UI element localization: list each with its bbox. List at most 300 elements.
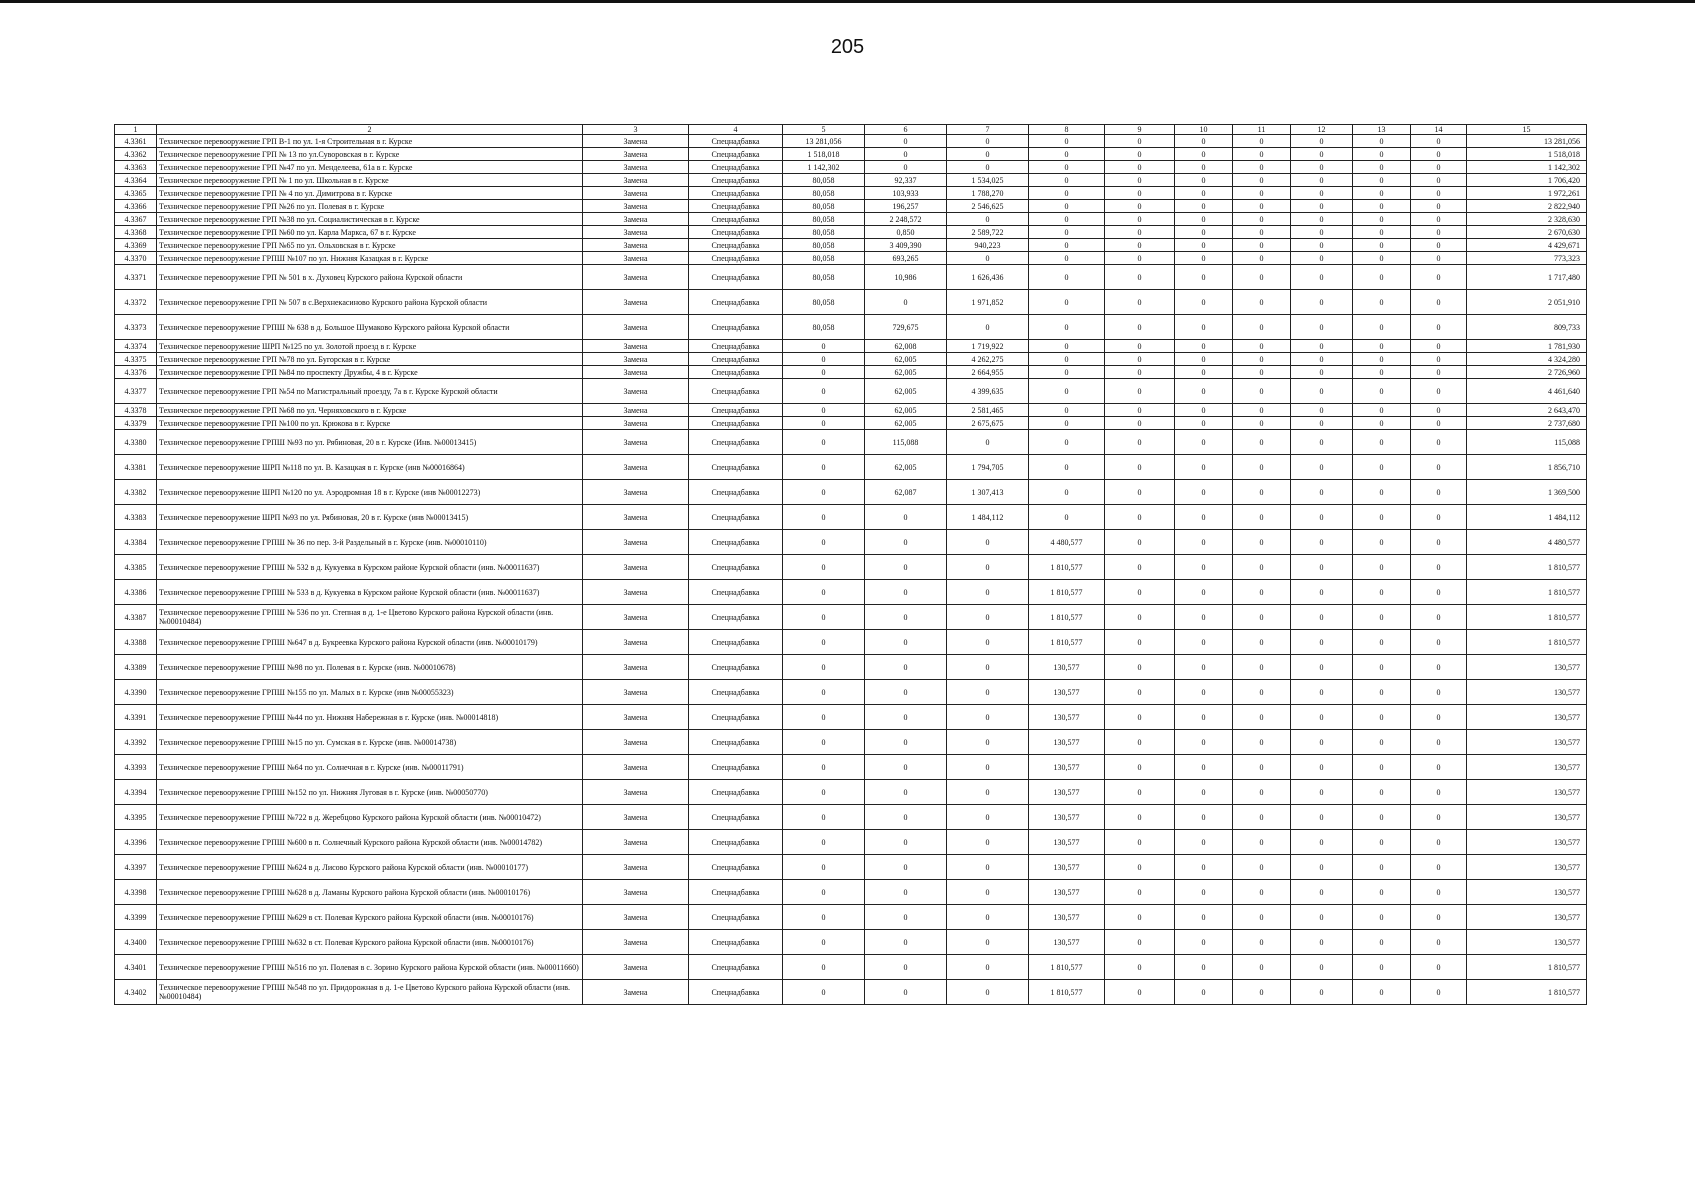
cell-c6: 0 bbox=[865, 980, 947, 1005]
cell-c13: 0 bbox=[1353, 315, 1411, 340]
cell-c8: 0 bbox=[1029, 353, 1105, 366]
cell-c8: 130,577 bbox=[1029, 755, 1105, 780]
table-row bbox=[115, 505, 1587, 530]
cell-c6: 2 248,572 bbox=[865, 213, 947, 226]
cell-desc: Техническое перевооружение ГРПШ №15 по ул. Сумская в г. Курске (инв. №00014738) bbox=[157, 730, 583, 755]
cell-c6: 0 bbox=[865, 135, 947, 148]
cell-c6: 0 bbox=[865, 930, 947, 955]
cell-c13: 0 bbox=[1353, 680, 1411, 705]
cell-src: Спецнадбавка bbox=[689, 404, 783, 417]
cell-c5: 80,058 bbox=[783, 315, 865, 340]
cell-c11: 0 bbox=[1233, 135, 1291, 148]
cell-c10: 0 bbox=[1175, 880, 1233, 905]
cell-c7: 2 546,625 bbox=[947, 200, 1029, 213]
cell-src: Спецнадбавка bbox=[689, 855, 783, 880]
table-row bbox=[115, 605, 1587, 630]
cell-id: 4.3370 bbox=[115, 252, 157, 265]
cell-id: 4.3391 bbox=[115, 705, 157, 730]
cell-id: 4.3381 bbox=[115, 455, 157, 480]
cell-c10: 0 bbox=[1175, 174, 1233, 187]
table-row bbox=[115, 430, 1587, 455]
cell-c9: 0 bbox=[1105, 755, 1175, 780]
cell-c14: 0 bbox=[1411, 135, 1467, 148]
cell-c13: 0 bbox=[1353, 930, 1411, 955]
cell-id: 4.3386 bbox=[115, 580, 157, 605]
cell-src: Спецнадбавка bbox=[689, 805, 783, 830]
cell-src: Спецнадбавка bbox=[689, 161, 783, 174]
cell-c12: 0 bbox=[1291, 705, 1353, 730]
cell-type: Замена bbox=[583, 315, 689, 340]
cell-c15: 1 706,420 bbox=[1467, 174, 1587, 187]
column-header-12: 12 bbox=[1291, 125, 1353, 135]
cell-c6: 693,265 bbox=[865, 252, 947, 265]
column-header-8: 8 bbox=[1029, 125, 1105, 135]
table-row bbox=[115, 135, 1587, 148]
cell-c13: 0 bbox=[1353, 417, 1411, 430]
cell-c5: 1 518,018 bbox=[783, 148, 865, 161]
cell-type: Замена bbox=[583, 366, 689, 379]
cell-c11: 0 bbox=[1233, 680, 1291, 705]
cell-type: Замена bbox=[583, 555, 689, 580]
cell-c8: 130,577 bbox=[1029, 805, 1105, 830]
cell-c10: 0 bbox=[1175, 730, 1233, 755]
cell-c10: 0 bbox=[1175, 530, 1233, 555]
cell-c5: 0 bbox=[783, 430, 865, 455]
cell-src: Спецнадбавка bbox=[689, 239, 783, 252]
cell-c8: 0 bbox=[1029, 239, 1105, 252]
cell-c11: 0 bbox=[1233, 605, 1291, 630]
cell-type: Замена bbox=[583, 830, 689, 855]
cell-c13: 0 bbox=[1353, 830, 1411, 855]
cell-c14: 0 bbox=[1411, 290, 1467, 315]
cell-c7: 0 bbox=[947, 805, 1029, 830]
cell-c11: 0 bbox=[1233, 855, 1291, 880]
cell-c5: 80,058 bbox=[783, 265, 865, 290]
cell-c9: 0 bbox=[1105, 655, 1175, 680]
cell-c11: 0 bbox=[1233, 455, 1291, 480]
cell-src: Спецнадбавка bbox=[689, 480, 783, 505]
cell-id: 4.3371 bbox=[115, 265, 157, 290]
table-row bbox=[115, 780, 1587, 805]
cell-c10: 0 bbox=[1175, 755, 1233, 780]
cell-c6: 10,986 bbox=[865, 265, 947, 290]
cell-c13: 0 bbox=[1353, 226, 1411, 239]
cell-id: 4.3398 bbox=[115, 880, 157, 905]
cell-desc: Техническое перевооружение ГРП №65 по ул. Ольховская в г. Курске bbox=[157, 239, 583, 252]
cell-c5: 0 bbox=[783, 505, 865, 530]
cell-c7: 0 bbox=[947, 980, 1029, 1005]
cell-c6: 0 bbox=[865, 880, 947, 905]
cell-c6: 0 bbox=[865, 530, 947, 555]
cell-c14: 0 bbox=[1411, 226, 1467, 239]
column-header-9: 9 bbox=[1105, 125, 1175, 135]
cell-c5: 0 bbox=[783, 680, 865, 705]
cell-c9: 0 bbox=[1105, 161, 1175, 174]
cell-id: 4.3402 bbox=[115, 980, 157, 1005]
cell-c11: 0 bbox=[1233, 353, 1291, 366]
cell-c13: 0 bbox=[1353, 252, 1411, 265]
cell-c9: 0 bbox=[1105, 955, 1175, 980]
cell-c14: 0 bbox=[1411, 830, 1467, 855]
cell-desc: Техническое перевооружение ГРПШ № 36 по пер. 3-й Раздельный в г. Курске (инв. №00010110) bbox=[157, 530, 583, 555]
cell-c7: 0 bbox=[947, 730, 1029, 755]
cell-c12: 0 bbox=[1291, 148, 1353, 161]
cell-c11: 0 bbox=[1233, 290, 1291, 315]
table-row bbox=[115, 955, 1587, 980]
cell-c5: 0 bbox=[783, 530, 865, 555]
cell-c9: 0 bbox=[1105, 366, 1175, 379]
cell-c8: 4 480,577 bbox=[1029, 530, 1105, 555]
cell-type: Замена bbox=[583, 680, 689, 705]
cell-c6: 0 bbox=[865, 505, 947, 530]
cell-desc: Техническое перевооружение ГРП №84 по проспекту Дружбы, 4 в г. Курске bbox=[157, 366, 583, 379]
cell-type: Замена bbox=[583, 200, 689, 213]
cell-c12: 0 bbox=[1291, 315, 1353, 340]
cell-c11: 0 bbox=[1233, 417, 1291, 430]
cell-id: 4.3377 bbox=[115, 379, 157, 404]
cell-id: 4.3363 bbox=[115, 161, 157, 174]
cell-c11: 0 bbox=[1233, 187, 1291, 200]
cell-c9: 0 bbox=[1105, 340, 1175, 353]
cell-c10: 0 bbox=[1175, 455, 1233, 480]
cell-c14: 0 bbox=[1411, 417, 1467, 430]
cell-c11: 0 bbox=[1233, 630, 1291, 655]
cell-c7: 0 bbox=[947, 252, 1029, 265]
cell-c8: 130,577 bbox=[1029, 730, 1105, 755]
cell-c8: 1 810,577 bbox=[1029, 555, 1105, 580]
cell-c12: 0 bbox=[1291, 555, 1353, 580]
cell-c8: 0 bbox=[1029, 226, 1105, 239]
cell-c7: 1 794,705 bbox=[947, 455, 1029, 480]
cell-c10: 0 bbox=[1175, 830, 1233, 855]
cell-c8: 130,577 bbox=[1029, 880, 1105, 905]
cell-c8: 0 bbox=[1029, 161, 1105, 174]
cell-c13: 0 bbox=[1353, 161, 1411, 174]
cell-c10: 0 bbox=[1175, 353, 1233, 366]
table-row bbox=[115, 252, 1587, 265]
cell-desc: Техническое перевооружение ГРП №68 по ул. Черняховского в г. Курске bbox=[157, 404, 583, 417]
cell-c11: 0 bbox=[1233, 379, 1291, 404]
cell-type: Замена bbox=[583, 187, 689, 200]
cell-c10: 0 bbox=[1175, 417, 1233, 430]
cell-c7: 0 bbox=[947, 161, 1029, 174]
cell-c10: 0 bbox=[1175, 480, 1233, 505]
cell-c5: 0 bbox=[783, 366, 865, 379]
cell-type: Замена bbox=[583, 265, 689, 290]
cell-c15: 130,577 bbox=[1467, 830, 1587, 855]
cell-c15: 1 810,577 bbox=[1467, 605, 1587, 630]
cell-c8: 130,577 bbox=[1029, 905, 1105, 930]
cell-type: Замена bbox=[583, 340, 689, 353]
cell-c12: 0 bbox=[1291, 290, 1353, 315]
table-body bbox=[115, 135, 1587, 1005]
cell-id: 4.3366 bbox=[115, 200, 157, 213]
cell-desc: Техническое перевооружение ГРПШ № 536 по ул. Степная в д. 1-е Цветово Курского района Курской области (инв. №00010484) bbox=[157, 605, 583, 630]
cell-c5: 0 bbox=[783, 404, 865, 417]
column-header-1: 1 bbox=[115, 125, 157, 135]
cell-id: 4.3367 bbox=[115, 213, 157, 226]
cell-c8: 0 bbox=[1029, 417, 1105, 430]
cell-c10: 0 bbox=[1175, 505, 1233, 530]
cell-c6: 0 bbox=[865, 655, 947, 680]
cell-c8: 130,577 bbox=[1029, 830, 1105, 855]
cell-c14: 0 bbox=[1411, 148, 1467, 161]
column-header-11: 11 bbox=[1233, 125, 1291, 135]
cell-c14: 0 bbox=[1411, 265, 1467, 290]
cell-c10: 0 bbox=[1175, 680, 1233, 705]
cell-type: Замена bbox=[583, 213, 689, 226]
cell-type: Замена bbox=[583, 417, 689, 430]
cell-c7: 2 581,465 bbox=[947, 404, 1029, 417]
cell-c11: 0 bbox=[1233, 930, 1291, 955]
cell-c9: 0 bbox=[1105, 239, 1175, 252]
cell-type: Замена bbox=[583, 252, 689, 265]
cell-c15: 130,577 bbox=[1467, 755, 1587, 780]
cell-c13: 0 bbox=[1353, 530, 1411, 555]
cell-c13: 0 bbox=[1353, 880, 1411, 905]
cell-c7: 2 589,722 bbox=[947, 226, 1029, 239]
cell-c8: 0 bbox=[1029, 148, 1105, 161]
cell-c14: 0 bbox=[1411, 555, 1467, 580]
cell-c13: 0 bbox=[1353, 430, 1411, 455]
table-row bbox=[115, 161, 1587, 174]
cell-c14: 0 bbox=[1411, 430, 1467, 455]
cell-c14: 0 bbox=[1411, 213, 1467, 226]
cell-c5: 0 bbox=[783, 480, 865, 505]
cell-c10: 0 bbox=[1175, 340, 1233, 353]
cell-c9: 0 bbox=[1105, 315, 1175, 340]
cell-c6: 0 bbox=[865, 290, 947, 315]
column-header-7: 7 bbox=[947, 125, 1029, 135]
cell-c11: 0 bbox=[1233, 830, 1291, 855]
cell-c9: 0 bbox=[1105, 148, 1175, 161]
cell-c12: 0 bbox=[1291, 955, 1353, 980]
cell-type: Замена bbox=[583, 805, 689, 830]
cell-desc: Техническое перевооружение ГРПШ №152 по ул. Нижняя Луговая в г. Курске (инв. №00050770) bbox=[157, 780, 583, 805]
table-row bbox=[115, 580, 1587, 605]
cell-c12: 0 bbox=[1291, 213, 1353, 226]
cell-c8: 1 810,577 bbox=[1029, 955, 1105, 980]
cell-c6: 62,008 bbox=[865, 340, 947, 353]
cell-c10: 0 bbox=[1175, 630, 1233, 655]
cell-c14: 0 bbox=[1411, 655, 1467, 680]
cell-c6: 0 bbox=[865, 161, 947, 174]
cell-src: Спецнадбавка bbox=[689, 315, 783, 340]
cell-c14: 0 bbox=[1411, 174, 1467, 187]
cell-c9: 0 bbox=[1105, 730, 1175, 755]
cell-c15: 4 429,671 bbox=[1467, 239, 1587, 252]
column-header-13: 13 bbox=[1353, 125, 1411, 135]
table-row bbox=[115, 755, 1587, 780]
cell-desc: Техническое перевооружение ГРПШ № 533 в д. Кукуевка в Курском районе Курской области (инв. №00011637) bbox=[157, 580, 583, 605]
cell-c14: 0 bbox=[1411, 379, 1467, 404]
cell-type: Замена bbox=[583, 455, 689, 480]
cell-c5: 0 bbox=[783, 630, 865, 655]
cell-c13: 0 bbox=[1353, 705, 1411, 730]
cell-c10: 0 bbox=[1175, 855, 1233, 880]
cell-desc: Техническое перевооружение ГРП №38 по ул. Социалистическая в г. Курске bbox=[157, 213, 583, 226]
cell-c7: 0 bbox=[947, 315, 1029, 340]
cell-c8: 0 bbox=[1029, 340, 1105, 353]
cell-id: 4.3378 bbox=[115, 404, 157, 417]
table-row bbox=[115, 680, 1587, 705]
header-row bbox=[115, 125, 1587, 135]
cell-id: 4.3373 bbox=[115, 315, 157, 340]
cell-id: 4.3368 bbox=[115, 226, 157, 239]
cell-c11: 0 bbox=[1233, 239, 1291, 252]
cell-c15: 773,323 bbox=[1467, 252, 1587, 265]
cell-c5: 80,058 bbox=[783, 174, 865, 187]
cell-src: Спецнадбавка bbox=[689, 980, 783, 1005]
cell-c10: 0 bbox=[1175, 265, 1233, 290]
cell-c9: 0 bbox=[1105, 200, 1175, 213]
cell-type: Замена bbox=[583, 980, 689, 1005]
cell-c12: 0 bbox=[1291, 455, 1353, 480]
cell-src: Спецнадбавка bbox=[689, 555, 783, 580]
cell-c13: 0 bbox=[1353, 630, 1411, 655]
cell-src: Спецнадбавка bbox=[689, 187, 783, 200]
cell-c5: 0 bbox=[783, 930, 865, 955]
cell-c10: 0 bbox=[1175, 252, 1233, 265]
cell-c12: 0 bbox=[1291, 135, 1353, 148]
cell-c8: 1 810,577 bbox=[1029, 630, 1105, 655]
cell-id: 4.3392 bbox=[115, 730, 157, 755]
cell-type: Замена bbox=[583, 705, 689, 730]
cell-c13: 0 bbox=[1353, 265, 1411, 290]
cell-c13: 0 bbox=[1353, 135, 1411, 148]
cell-desc: Техническое перевооружение ГРПШ №600 в п. Солнечный Курского района Курской области (инв. №00014782) bbox=[157, 830, 583, 855]
cell-c8: 0 bbox=[1029, 290, 1105, 315]
cell-c12: 0 bbox=[1291, 404, 1353, 417]
table-row bbox=[115, 366, 1587, 379]
cell-c12: 0 bbox=[1291, 417, 1353, 430]
cell-c12: 0 bbox=[1291, 755, 1353, 780]
cell-c10: 0 bbox=[1175, 213, 1233, 226]
cell-c10: 0 bbox=[1175, 366, 1233, 379]
cell-c10: 0 bbox=[1175, 955, 1233, 980]
cell-c7: 0 bbox=[947, 580, 1029, 605]
cell-c10: 0 bbox=[1175, 200, 1233, 213]
cell-desc: Техническое перевооружение ГРП №54 по Магистральный проезду, 7а в г. Курске Курской области bbox=[157, 379, 583, 404]
cell-c7: 0 bbox=[947, 655, 1029, 680]
cell-type: Замена bbox=[583, 780, 689, 805]
cell-c10: 0 bbox=[1175, 239, 1233, 252]
cell-desc: Техническое перевооружение ГРПШ №632 в ст. Полевая Курского района Курской области (инв. №00010176) bbox=[157, 930, 583, 955]
cell-desc: Техническое перевооружение ГРПШ №516 по ул. Полевая в с. Зорино Курского района Курской области (инв. №00011660) bbox=[157, 955, 583, 980]
cell-c9: 0 bbox=[1105, 379, 1175, 404]
cell-id: 4.3384 bbox=[115, 530, 157, 555]
cell-c13: 0 bbox=[1353, 366, 1411, 379]
cell-c7: 4 399,635 bbox=[947, 379, 1029, 404]
cell-c8: 0 bbox=[1029, 252, 1105, 265]
column-header-15: 15 bbox=[1467, 125, 1587, 135]
cell-c8: 0 bbox=[1029, 135, 1105, 148]
cell-c13: 0 bbox=[1353, 955, 1411, 980]
cell-c12: 0 bbox=[1291, 366, 1353, 379]
cell-c12: 0 bbox=[1291, 780, 1353, 805]
cell-c8: 0 bbox=[1029, 455, 1105, 480]
table-row bbox=[115, 200, 1587, 213]
cell-desc: Техническое перевооружение ГРП № 13 по ул.Суворовская в г. Курске bbox=[157, 148, 583, 161]
cell-c6: 0 bbox=[865, 955, 947, 980]
cell-c12: 0 bbox=[1291, 430, 1353, 455]
cell-c6: 0 bbox=[865, 905, 947, 930]
cell-c7: 0 bbox=[947, 755, 1029, 780]
cell-type: Замена bbox=[583, 353, 689, 366]
cell-c14: 0 bbox=[1411, 366, 1467, 379]
cell-c12: 0 bbox=[1291, 730, 1353, 755]
cell-c8: 0 bbox=[1029, 265, 1105, 290]
cell-c5: 0 bbox=[783, 755, 865, 780]
cell-c5: 80,058 bbox=[783, 252, 865, 265]
cell-src: Спецнадбавка bbox=[689, 755, 783, 780]
cell-src: Спецнадбавка bbox=[689, 655, 783, 680]
cell-c14: 0 bbox=[1411, 880, 1467, 905]
cell-c11: 0 bbox=[1233, 705, 1291, 730]
cell-c9: 0 bbox=[1105, 855, 1175, 880]
cell-c15: 2 051,910 bbox=[1467, 290, 1587, 315]
cell-type: Замена bbox=[583, 630, 689, 655]
cell-c11: 0 bbox=[1233, 404, 1291, 417]
cell-src: Спецнадбавка bbox=[689, 630, 783, 655]
table-row bbox=[115, 417, 1587, 430]
cell-c9: 0 bbox=[1105, 705, 1175, 730]
column-header-4: 4 bbox=[689, 125, 783, 135]
cell-src: Спецнадбавка bbox=[689, 830, 783, 855]
cell-c12: 0 bbox=[1291, 930, 1353, 955]
table-row bbox=[115, 930, 1587, 955]
cell-c12: 0 bbox=[1291, 980, 1353, 1005]
cell-c15: 2 643,470 bbox=[1467, 404, 1587, 417]
cell-id: 4.3376 bbox=[115, 366, 157, 379]
cell-c8: 1 810,577 bbox=[1029, 580, 1105, 605]
table-row bbox=[115, 455, 1587, 480]
cell-c11: 0 bbox=[1233, 252, 1291, 265]
scan-top-edge bbox=[0, 0, 1695, 3]
cell-type: Замена bbox=[583, 430, 689, 455]
cell-c7: 0 bbox=[947, 555, 1029, 580]
cell-c13: 0 bbox=[1353, 480, 1411, 505]
cell-c8: 130,577 bbox=[1029, 780, 1105, 805]
cell-c12: 0 bbox=[1291, 265, 1353, 290]
cell-c5: 0 bbox=[783, 340, 865, 353]
cell-desc: Техническое перевооружение ШРП №118 по ул. В. Казацкая в г. Курске (инв №00016864) bbox=[157, 455, 583, 480]
cell-c9: 0 bbox=[1105, 226, 1175, 239]
cell-c15: 130,577 bbox=[1467, 655, 1587, 680]
cell-c9: 0 bbox=[1105, 404, 1175, 417]
cell-c11: 0 bbox=[1233, 780, 1291, 805]
cell-c10: 0 bbox=[1175, 980, 1233, 1005]
cell-c6: 0 bbox=[865, 805, 947, 830]
cell-desc: Техническое перевооружение ШРП №125 по ул. Золотой проезд в г. Курске bbox=[157, 340, 583, 353]
cell-c5: 0 bbox=[783, 805, 865, 830]
cell-desc: Техническое перевооружение ГРПШ №628 в д. Ламаны Курского района Курской области (инв. №00010176) bbox=[157, 880, 583, 905]
cell-id: 4.3385 bbox=[115, 555, 157, 580]
cell-c7: 0 bbox=[947, 855, 1029, 880]
cell-desc: Техническое перевооружение ГРПШ №624 в д. Лисово Курского района Курской области (инв. №00010177) bbox=[157, 855, 583, 880]
column-header-3: 3 bbox=[583, 125, 689, 135]
cell-c9: 0 bbox=[1105, 905, 1175, 930]
cell-src: Спецнадбавка bbox=[689, 148, 783, 161]
table-row bbox=[115, 630, 1587, 655]
cell-id: 4.3372 bbox=[115, 290, 157, 315]
cell-c12: 0 bbox=[1291, 200, 1353, 213]
cell-c15: 130,577 bbox=[1467, 905, 1587, 930]
table-row bbox=[115, 880, 1587, 905]
cell-c5: 0 bbox=[783, 379, 865, 404]
cell-c15: 1 810,577 bbox=[1467, 630, 1587, 655]
cell-c6: 92,337 bbox=[865, 174, 947, 187]
